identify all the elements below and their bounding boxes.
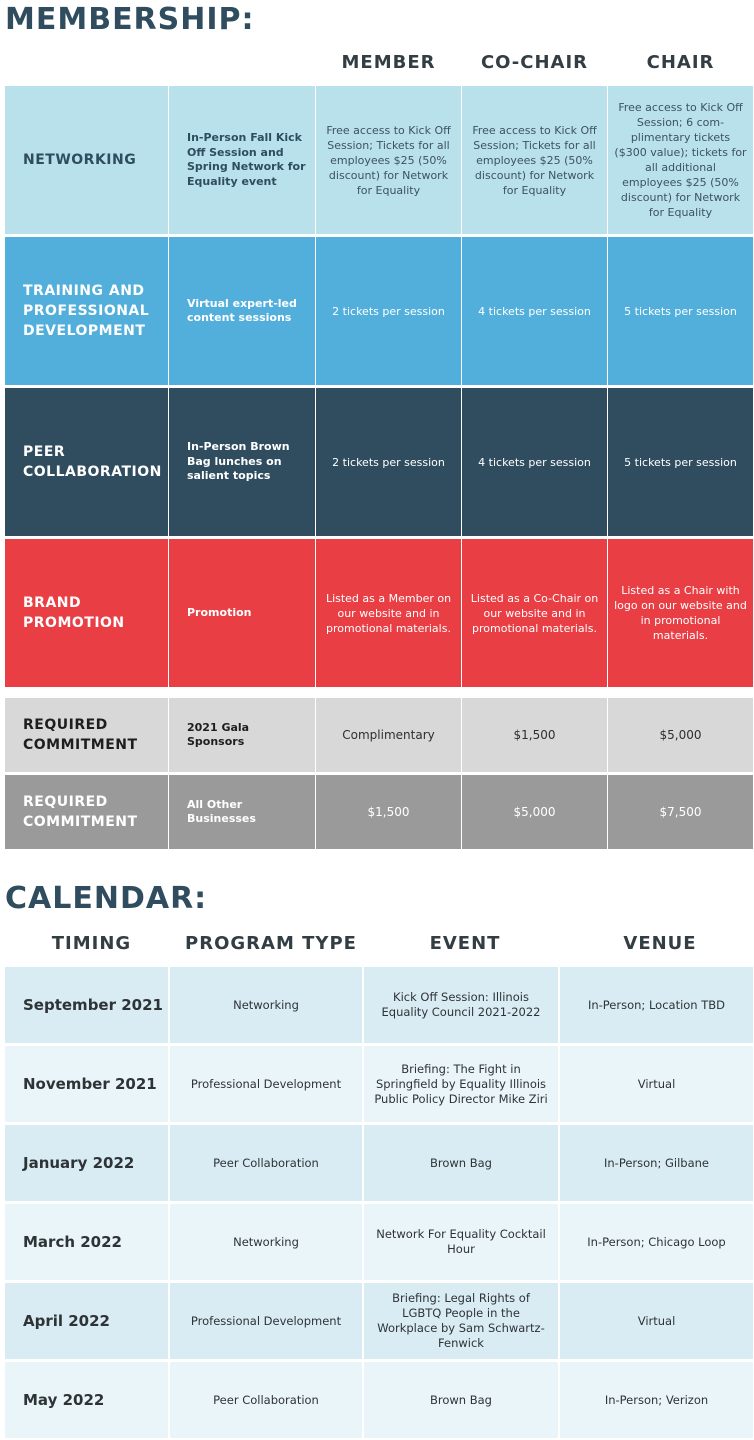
networking-description: In-Person Fall Kick Off Session and Spring Network for Equality event bbox=[169, 86, 315, 234]
commitment-other-member: $1,500 bbox=[316, 775, 461, 849]
commitment-gala-member: Complimentary bbox=[316, 698, 461, 772]
calendar-program-type: Networking bbox=[170, 1204, 362, 1280]
calendar-venue: In-Person; Gilbane bbox=[560, 1125, 753, 1201]
column-header-member: MEMBER bbox=[341, 52, 436, 73]
calendar-program-type: Peer Collaboration bbox=[170, 1125, 362, 1201]
training-chair: 5 tickets per session bbox=[608, 237, 753, 385]
calendar-timing: November 2021 bbox=[5, 1046, 168, 1122]
calendar-timing: May 2022 bbox=[5, 1362, 168, 1438]
calendar-venue: In-Person; Chicago Loop bbox=[560, 1204, 753, 1280]
training-member: 2 tickets per session bbox=[316, 237, 461, 385]
training-label: TRAINING AND PROFESSIONAL DEVELOPMENT bbox=[5, 237, 168, 385]
commitment-gala-description: 2021 Gala Sponsors bbox=[169, 698, 315, 772]
brand-promotion-label: BRAND PROMOTION bbox=[5, 539, 168, 687]
calendar-event: Brown Bag bbox=[364, 1362, 558, 1438]
calendar-venue: In-Person; Location TBD bbox=[560, 967, 753, 1043]
networking-co-chair: Free access to Kick Off Session; Tickets for all employees $25 (50% discount) for Network for Equality bbox=[462, 86, 607, 234]
peer-collaboration-label: PEER COLLABORATION bbox=[5, 388, 168, 536]
peer-collaboration-description: In-Person Brown Bag lunches on salient topics bbox=[169, 388, 315, 536]
brand-promotion-chair: Listed as a Chair with logo on our website and in promotional materials. bbox=[608, 539, 753, 687]
brand-promotion-member: Listed as a Member on our website and in promotional materials. bbox=[316, 539, 461, 687]
calendar-program-type: Networking bbox=[170, 967, 362, 1043]
commitment-other-co-chair: $5,000 bbox=[462, 775, 607, 849]
peer-collaboration-co-chair: 4 tickets per session bbox=[462, 388, 607, 536]
calendar-program-type: Professional Development bbox=[170, 1283, 362, 1359]
brand-promotion-co-chair: Listed as a Co-Chair on our website and in promotional materials. bbox=[462, 539, 607, 687]
column-header-timing: TIMING bbox=[51, 933, 132, 954]
brand-promotion-description: Promotion bbox=[169, 539, 315, 687]
peer-collaboration-member: 2 tickets per session bbox=[316, 388, 461, 536]
calendar-venue: Virtual bbox=[560, 1046, 753, 1122]
commitment-other-label: REQUIRED COMMITMENT bbox=[5, 775, 168, 849]
commitment-other-chair: $7,500 bbox=[608, 775, 753, 849]
commitment-gala-chair: $5,000 bbox=[608, 698, 753, 772]
training-description: Virtual expert-led content sessions bbox=[169, 237, 315, 385]
calendar-event: Kick Off Session: Illinois Equality Council 2021-2022 bbox=[364, 967, 558, 1043]
calendar-timing: March 2022 bbox=[5, 1204, 168, 1280]
commitment-gala-co-chair: $1,500 bbox=[462, 698, 607, 772]
column-header-program-type: PROGRAM TYPE bbox=[185, 933, 357, 954]
calendar-timing: September 2021 bbox=[5, 967, 168, 1043]
calendar-event: Briefing: The Fight in Springfield by Equality Illinois Public Policy Director Mike Ziri bbox=[364, 1046, 558, 1122]
calendar-venue: In-Person; Verizon bbox=[560, 1362, 753, 1438]
column-header-event: EVENT bbox=[429, 933, 501, 954]
calendar-program-type: Professional Development bbox=[170, 1046, 362, 1122]
commitment-gala-label: REQUIRED COMMITMENT bbox=[5, 698, 168, 772]
training-co-chair: 4 tickets per session bbox=[462, 237, 607, 385]
calendar-timing: April 2022 bbox=[5, 1283, 168, 1359]
membership-title: MEMBERSHIP: bbox=[5, 2, 255, 37]
column-header-co-chair: CO-CHAIR bbox=[480, 52, 589, 73]
calendar-timing: January 2022 bbox=[5, 1125, 168, 1201]
column-header-chair: CHAIR bbox=[646, 52, 715, 73]
calendar-event: Brown Bag bbox=[364, 1125, 558, 1201]
networking-chair: Free access to Kick Off Session; 6 com- plimentary tickets ($300 value); tickets for all additional employees $25 (50% discount) for Network for Equality bbox=[608, 86, 753, 234]
commitment-other-description: All Other Businesses bbox=[169, 775, 315, 849]
calendar-venue: Virtual bbox=[560, 1283, 753, 1359]
calendar-event: Briefing: Legal Rights of LGBTQ People in the Workplace by Sam Schwartz-Fenwick bbox=[364, 1283, 558, 1359]
networking-label: NETWORKING bbox=[5, 86, 168, 234]
calendar-event: Network For Equality Cocktail Hour bbox=[364, 1204, 558, 1280]
networking-member: Free access to Kick Off Session; Tickets for all employees $25 (50% discount) for Network for Equality bbox=[316, 86, 461, 234]
calendar-program-type: Peer Collaboration bbox=[170, 1362, 362, 1438]
column-header-venue: VENUE bbox=[623, 933, 697, 954]
calendar-title: CALENDAR: bbox=[5, 881, 208, 916]
peer-collaboration-chair: 5 tickets per session bbox=[608, 388, 753, 536]
